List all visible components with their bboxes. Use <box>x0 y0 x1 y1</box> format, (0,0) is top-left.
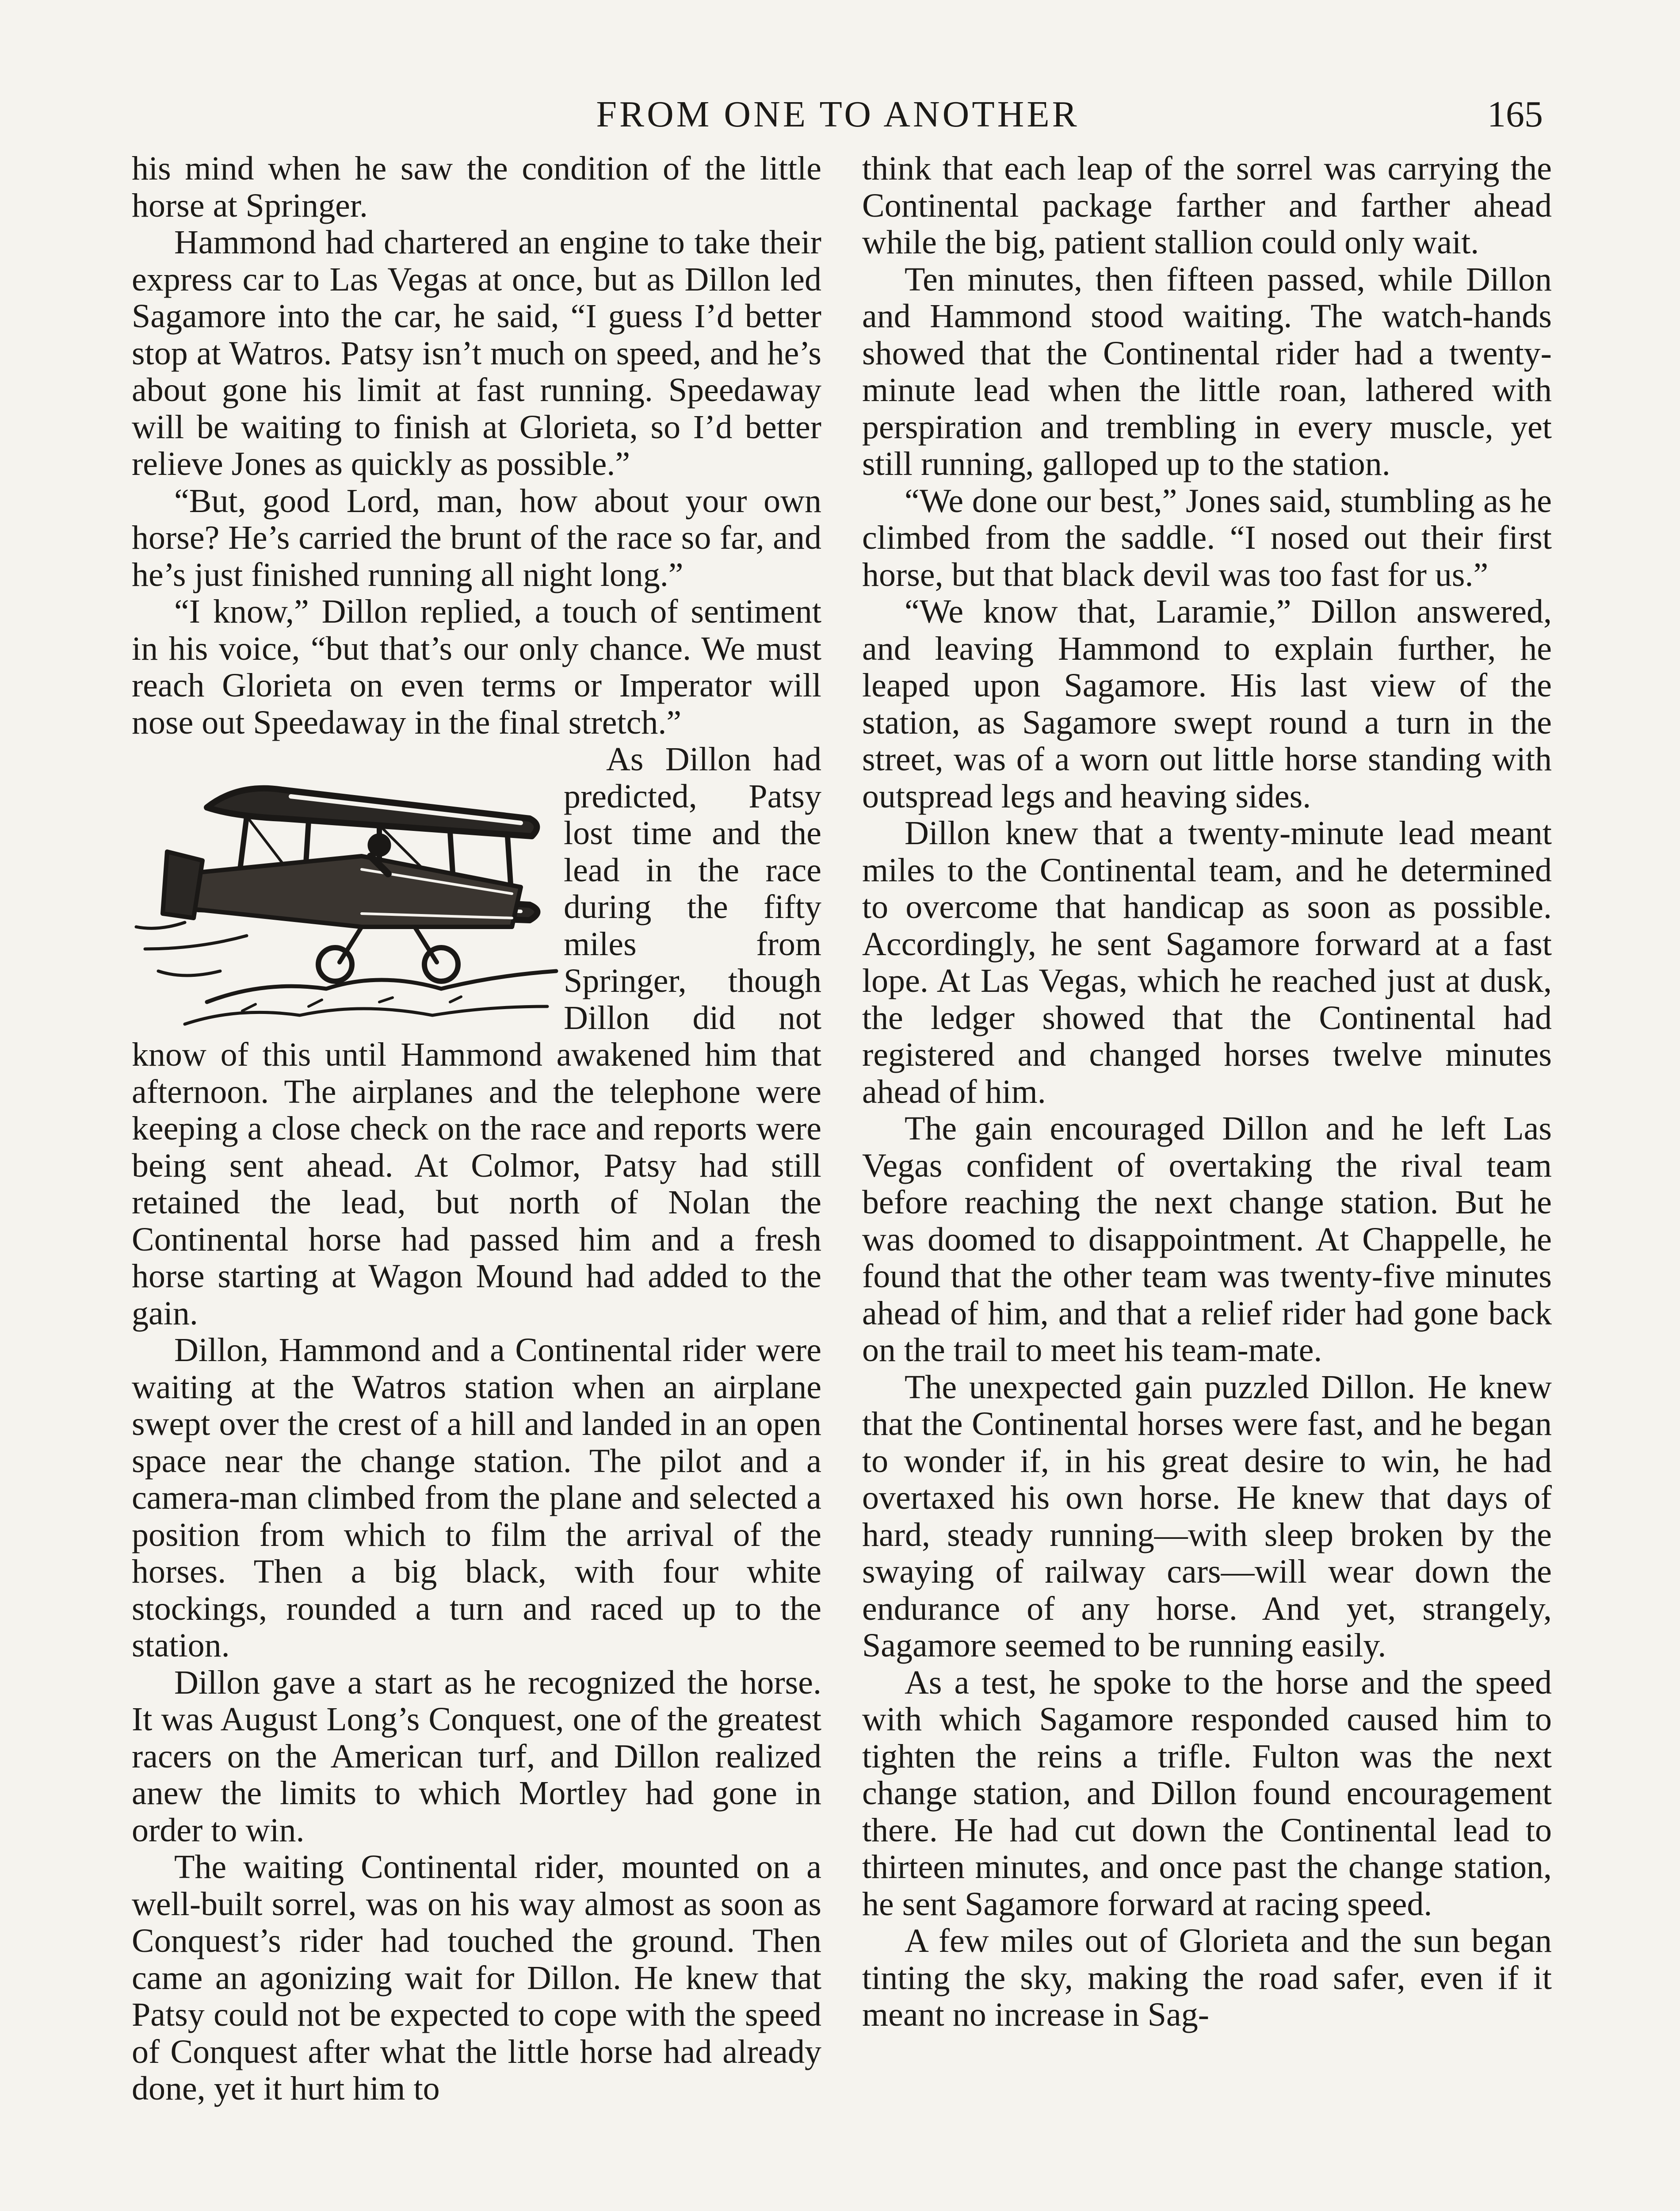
paragraph: The unexpected gain puzzled Dillon. He knew that the Continental horses were fast, and he began to wonder if, in his great desire to win, he had overtaxed his own horse. He knew that days of hard, steady running—with sleep broken by the swaying of railway cars—will wear down the endurance of any horse. And yet, strangely, Sagamore seemed to be running easily. <box>862 1368 1552 1664</box>
paragraph: “We know that, Laramie,” Dillon answered, and leaving Hammond to explain further, he leaped upon Sagamore. His last view of the station, as Sagamore swept round a turn in the street, was of a worn out little horse standing with outspread legs and heaving sides. <box>862 593 1552 815</box>
right-column <box>862 150 1552 2034</box>
paragraph: Dillon gave a start as he recognized the horse. It was August Long’s Conquest, one of the greatest racers on the American turf, and Dillon realized anew the limits to which Mortley had gone in order to win. <box>132 1664 821 1849</box>
biplane-over-hills-icon <box>132 741 558 1033</box>
paragraph: “We done our best,” Jones said, stumbling as he climbed from the saddle. “I nosed out their first horse, but that black devil was too fast for us.” <box>862 482 1552 593</box>
paragraph: A few miles out of Glorieta and the sun began tinting the sky, making the road safer, even if it meant no increase in Sag- <box>862 1922 1552 2033</box>
paragraph: Dillon, Hammond and a Continental rider were waiting at the Watros station when an airplane swept over the crest of a hill and landed in an open space near the change station. The pilot and a camera-man climbed from the plane and selected a position from which to film the arrival of the horses. Then a big black, with four white stockings, rounded a turn and raced up to the station. <box>132 1331 821 1664</box>
paragraph: Dillon knew that a twenty-minute lead meant miles to the Continental team, and he determined to overcome that handicap as soon as possible. Accordingly, he sent Sagamore forward at a fast lope. At Las Vegas, which he reached just at dusk, the ledger showed that the Continental had registered and changed horses twelve minutes ahead of him. <box>862 815 1552 1110</box>
paragraph: “But, good Lord, man, how about your own horse? He’s carried the brunt of the race so far, and he’s just finished running all night long.” <box>132 482 821 593</box>
paragraph: think that each leap of the sorrel was carrying the Continental package farther and farther ahead while the big, patient stallion could only wait. <box>862 150 1552 261</box>
paragraph: The waiting Continental rider, mounted on a well-built sorrel, was on his way almost as soon as Conquest’s rider had touched the ground. Then came an agonizing wait for Dillon. He knew that Patsy could not be expected to cope with the speed of Conquest after what the little horse had already done, yet it hurt him to <box>132 1848 821 2107</box>
paragraph: As Dillon had predicted, Patsy lost time and the lead in the race during the fifty miles from Springer, though Dillon did not know of this until Hammond awakened him that afternoon. The airplanes and the telephone were keeping a close check on the race and reports were being sent ahead. At Colmor, Patsy had still retained the lead, but north of Nolan the Continental horse had passed him and a fresh horse starting at Wagon Mound had added to the gain. <box>132 741 821 1332</box>
page-number: 165 <box>1487 94 1543 135</box>
paragraph: “I know,” Dillon replied, a touch of sentiment in his voice, “but that’s our only chance. We must reach Glorieta on even terms or Imperator will nose out Speedaway in the final stretch.” <box>132 593 821 741</box>
running-head <box>133 93 1543 146</box>
running-title: FROM ONE TO ANOTHER <box>596 94 1080 135</box>
left-column <box>132 150 821 2108</box>
paragraph: his mind when he saw the condition of the little horse at Springer. <box>132 150 821 224</box>
paragraph: The gain encouraged Dillon and he left Las Vegas confident of overtaking the rival team before reaching the next change station. But he was doomed to disappointment. At Chappelle, he found that the other team was twenty-five minutes ahead of him, and that a relief rider had gone back on the trail to meet his team-mate. <box>862 1110 1552 1369</box>
paragraph: Hammond had chartered an engine to take their express car to Las Vegas at once, but as Dillon led Sagamore into the car, he said, “I guess I’d better stop at Watros. Patsy isn’t much on speed, and he’s about gone his limit at fast running. Speedaway will be waiting to finish at Glorieta, so I’d better relieve Jones as quickly as possible.” <box>132 224 821 482</box>
paragraph: As a test, he spoke to the horse and the speed with which Sagamore responded caused him to tighten the reins a trifle. Fulton was the next change station, and Dillon found encouragement there. He had cut down the Continental lead to thirteen minutes, and once past the change station, he sent Sagamore forward at racing speed. <box>862 1664 1552 1923</box>
paragraph: Ten minutes, then fifteen passed, while Dillon and Hammond stood waiting. The watch-hands showed that the Continental rider had a twenty-minute lead when the little roan, lathered with perspiration and trembling in every muscle, yet still running, galloped up to the station. <box>862 260 1552 482</box>
